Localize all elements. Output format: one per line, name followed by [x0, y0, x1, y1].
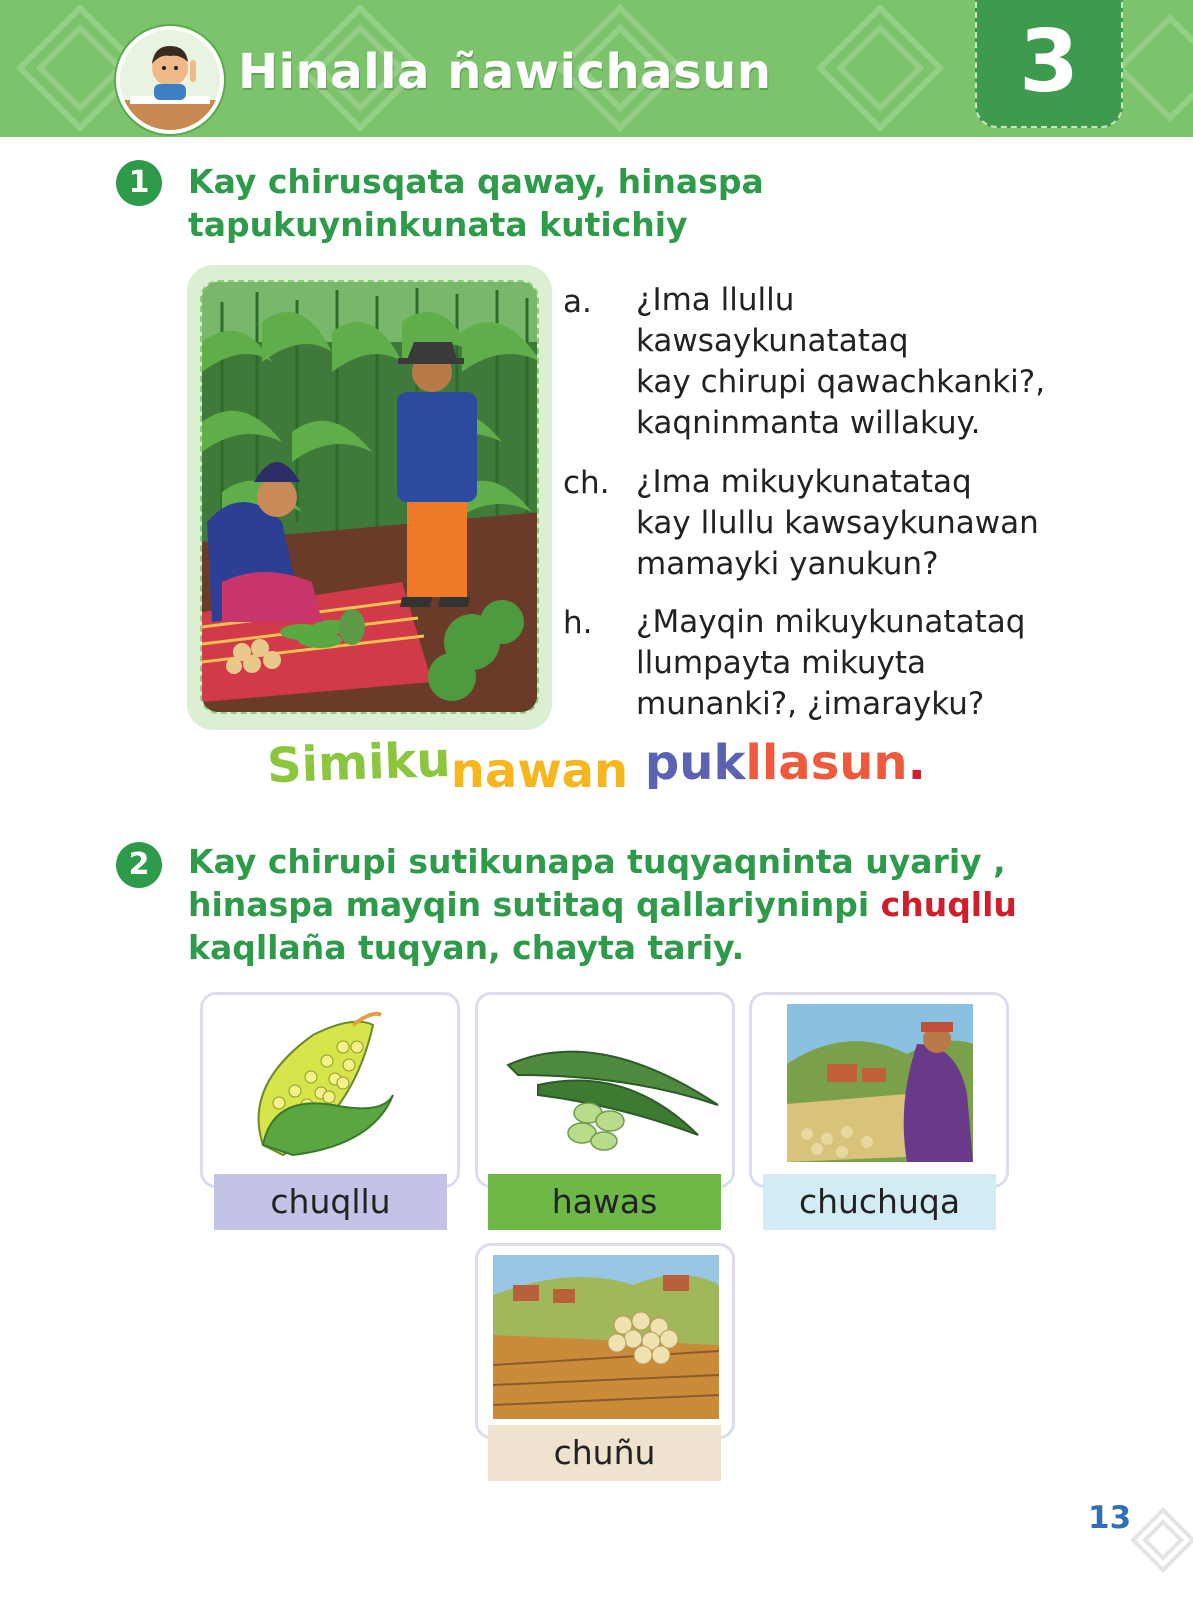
instruction-line: Kay chirusqata qaway, hinaspa: [188, 162, 764, 201]
drying-corn-scene: [787, 1004, 973, 1162]
instruction-line: Kay chirupi sutikunapa tuqyaqninta uyariy ,: [188, 842, 1006, 881]
game-heading: [0, 731, 1193, 799]
activity-1-instruction: [188, 160, 764, 246]
instruction-text: hinaspa mayqin sutitaq qallariyninpi: [188, 885, 881, 924]
instruction-line: [188, 883, 1017, 926]
word-card-hawas[interactable]: [475, 992, 735, 1188]
question-line: mamayki yanukun?: [636, 546, 939, 582]
question-line: ¿Mayqin mikuykunatataq: [636, 604, 1026, 640]
instruction-line: tapukuyninkunata kutichiy: [188, 205, 688, 244]
game-heading-part: llasun: [745, 735, 908, 791]
question-line: kay llullu kawsaykunawan: [636, 505, 1039, 541]
question-ch-letter: ch.: [563, 465, 610, 501]
card-label-hawas: hawas: [488, 1174, 721, 1230]
card-label-chunu: chuñu: [488, 1425, 721, 1481]
question-a-letter: a.: [563, 284, 592, 320]
question-line: kay chirupi qawachkanki?,: [636, 364, 1046, 400]
highlight-word: chuqllu: [880, 885, 1017, 924]
question-h-letter: h.: [563, 605, 593, 641]
corn-cob-icon: [203, 995, 457, 1185]
page-title: Hinalla ñawichasun: [238, 44, 772, 100]
question-h-text: [636, 602, 1096, 725]
game-heading-part: .: [907, 735, 926, 791]
question-line: llumpayta mikuyta: [636, 645, 927, 681]
game-heading-part: Simiku: [266, 731, 452, 795]
activity-2-instruction: [188, 840, 1017, 969]
word-card-chunu[interactable]: [475, 1243, 735, 1439]
corner-diamond-pattern: [1123, 1495, 1193, 1585]
instruction-line: kaqllaña tuqyan, chayta tariy.: [188, 928, 745, 967]
game-heading-part: nawan: [450, 743, 629, 799]
word-card-chuchuqa[interactable]: [749, 992, 1009, 1188]
question-line: kawsaykunatataq: [636, 323, 909, 359]
game-heading-part: puk: [628, 735, 746, 791]
activity-2-number: 2: [116, 842, 162, 888]
page-number: 13: [1088, 1500, 1132, 1536]
activity-1-number: 1: [116, 160, 162, 206]
unit-number: 3: [1019, 12, 1079, 112]
question-line: kaqninmanta willakuy.: [636, 405, 981, 441]
freeze-dried-potato-scene: [493, 1255, 719, 1419]
question-line: ¿Ima mikuykunatataq: [636, 464, 972, 500]
broad-bean-pods-icon: [478, 995, 732, 1185]
question-line: ¿Ima llullu: [636, 282, 795, 318]
student-avatar: [116, 26, 224, 134]
corn-field-illustration: [200, 280, 539, 714]
question-ch-text: [636, 462, 1096, 585]
card-label-chuchuqa: chuchuqa: [763, 1174, 996, 1230]
word-card-chuqllu[interactable]: [200, 992, 460, 1188]
card-label-chuqllu: chuqllu: [214, 1174, 447, 1230]
question-a-text: [636, 280, 1096, 444]
question-line: munanki?, ¿imarayku?: [636, 686, 985, 722]
